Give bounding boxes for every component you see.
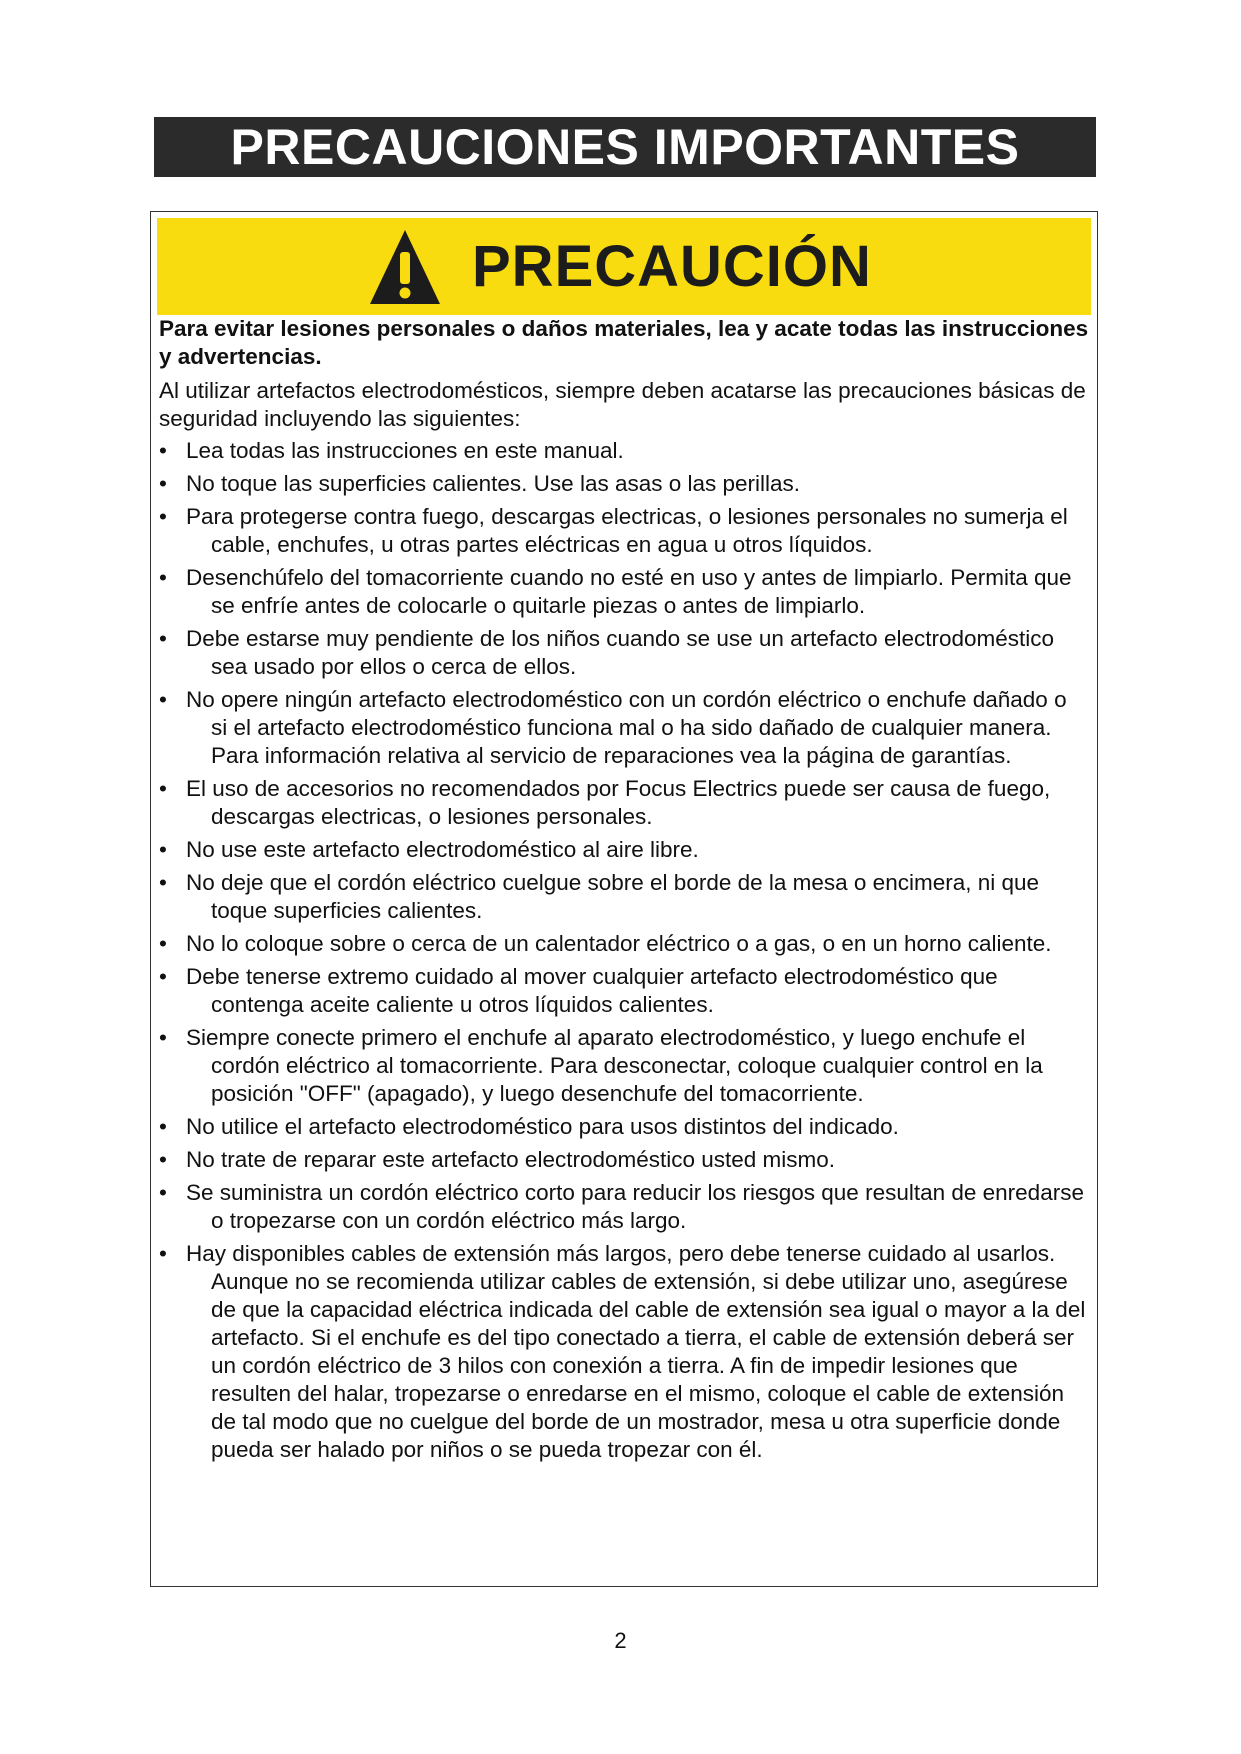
safety-box	[150, 211, 1098, 1587]
safety-content	[159, 315, 1089, 1469]
bullet-icon: •	[159, 471, 167, 496]
list-item	[159, 836, 1089, 864]
list-item-text: Para protegerse contra fuego, descargas electricas, o lesiones personales no sumerja el cable, enchufes, u otras partes eléctricas en agua u otros líquidos.	[186, 504, 1068, 557]
bullet-icon: •	[159, 964, 167, 989]
caution-word: PRECAUCIÓN	[472, 234, 872, 299]
list-item	[159, 686, 1089, 770]
list-item-text: Debe tenerse extremo cuidado al mover cualquier artefacto electrodoméstico que contenga aceite caliente u otros líquidos calientes.	[186, 964, 998, 1017]
page-number: 2	[614, 1628, 627, 1653]
list-item	[159, 930, 1089, 958]
list-item-text: No lo coloque sobre o cerca de un calentador eléctrico o a gas, o en un horno caliente.	[186, 931, 1052, 956]
list-item-text: No use este artefacto electrodoméstico al aire libre.	[186, 837, 699, 862]
bullet-icon: •	[159, 438, 167, 463]
bullet-icon: •	[159, 1025, 167, 1050]
list-item	[159, 470, 1089, 498]
list-item-text: Desenchúfelo del tomacorriente cuando no esté en uso y antes de limpiarlo. Permita que se enfríe antes de colocarle o quitarle piezas o antes de limpiarlo.	[186, 565, 1072, 618]
list-item-text: No toque las superficies calientes. Use las asas o las perillas.	[186, 471, 801, 496]
list-item-text: No opere ningún artefacto electrodoméstico con un cordón eléctrico o enchufe dañado o si el artefacto electrodoméstico funciona mal o ha sido dañado de cualquier manera. Para información relativa al servicio de reparaciones vea la página de garantías.	[186, 687, 1067, 768]
list-item	[159, 1146, 1089, 1174]
warning-triangle-icon	[367, 226, 443, 308]
list-item	[159, 775, 1089, 831]
list-item	[159, 564, 1089, 620]
list-item-text: Se suministra un cordón eléctrico corto para reducir los riesgos que resultan de enredarse o tropezarse con un cordón eléctrico más largo.	[186, 1180, 1084, 1233]
list-item	[159, 869, 1089, 925]
list-item	[159, 503, 1089, 559]
list-item-text: Siempre conecte primero el enchufe al aparato electrodoméstico, y luego enchufe el cordón eléctrico al tomacorriente. Para desconectar, coloque cualquier control en la posición "OFF" (apagado), y luego desenchufe del tomacorriente.	[186, 1025, 1043, 1106]
bullet-icon: •	[159, 504, 167, 529]
list-item-text: Debe estarse muy pendiente de los niños cuando se use un artefacto electrodoméstico sea usado por ellos o cerca de ellos.	[186, 626, 1055, 679]
list-item-text: No deje que el cordón eléctrico cuelgue sobre el borde de la mesa o encimera, ni que toque superficies calientes.	[186, 870, 1040, 923]
precautions-list	[159, 437, 1089, 1464]
list-item-text: El uso de accesorios no recomendados por Focus Electrics puede ser causa de fuego, descargas electricas, o lesiones personales.	[186, 776, 1051, 829]
bullet-icon: •	[159, 1147, 167, 1172]
bullet-icon: •	[159, 1180, 167, 1205]
caution-banner	[157, 218, 1091, 315]
list-item-text: Lea todas las instrucciones en este manual.	[186, 438, 624, 463]
bullet-icon: •	[159, 870, 167, 895]
bullet-icon: •	[159, 687, 167, 712]
list-item-text: Hay disponibles cables de extensión más largos, pero debe tenerse cuidado al usarlos. Aunque no se recomienda utilizar cables de extensión, si debe utilizar uno, asegúrese de que la capacidad eléctrica indicada del cable de extensión sea igual o mayor a la del artefacto. Si el enchufe es del tipo conectado a tierra, el cable de extensión deberá ser un cordón eléctrico de 3 hilos con conexión a tierra. A fin de impedir lesiones que resulten del halar, tropezarse o enredarse en el mismo, coloque el cable de extensión de tal modo que no cuelgue del borde de un mostrador, mesa u otra superficie donde pueda ser halado por niños o se pueda tropezar con él.	[186, 1241, 1086, 1462]
list-item-text: No trate de reparar este artefacto electrodoméstico usted mismo.	[186, 1147, 836, 1172]
lead-statement: Para evitar lesiones personales o daños materiales, lea y acate todas las instrucciones y advertencias.	[159, 316, 1089, 369]
bullet-icon: •	[159, 1241, 167, 1266]
list-item	[159, 625, 1089, 681]
bullet-icon: •	[159, 626, 167, 651]
list-item	[159, 1179, 1089, 1235]
list-item	[159, 1024, 1089, 1108]
bullet-icon: •	[159, 837, 167, 862]
bullet-icon: •	[159, 565, 167, 590]
page-title: PRECAUCIONES IMPORTANTES	[154, 117, 1096, 177]
list-item	[159, 1240, 1089, 1464]
bullet-icon: •	[159, 776, 167, 801]
bullet-icon: •	[159, 931, 167, 956]
list-item	[159, 437, 1089, 465]
bullet-icon: •	[159, 1114, 167, 1139]
list-item	[159, 963, 1089, 1019]
list-item-text: No utilice el artefacto electrodoméstico para usos distintos del indicado.	[186, 1114, 899, 1139]
list-item	[159, 1113, 1089, 1141]
intro-paragraph: Al utilizar artefactos electrodomésticos, siempre deben acatarse las precauciones básicas de seguridad incluyendo las siguientes:	[159, 378, 1086, 431]
